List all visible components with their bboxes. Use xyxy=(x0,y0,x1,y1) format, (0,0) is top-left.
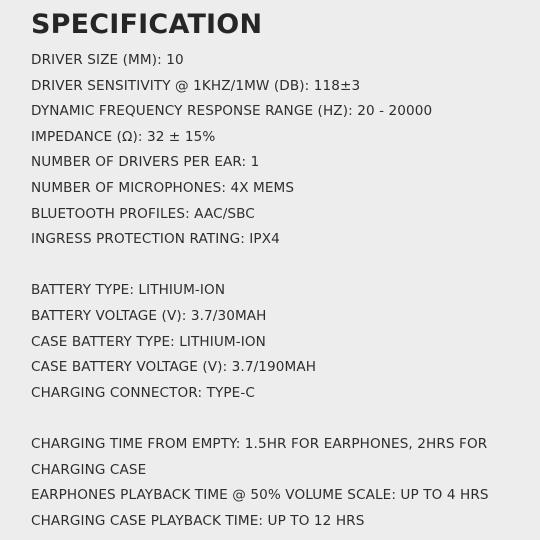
group-spacer xyxy=(31,406,531,432)
spec-charging-time: CHARGING TIME FROM EMPTY: 1.5HR FOR EARPHONES, 2HRS FOR CHARGING CASE xyxy=(31,435,488,478)
spec-microphones: NUMBER OF MICROPHONES: 4X MEMS xyxy=(31,179,295,196)
spec-ingress-protection: INGRESS PROTECTION RATING: IPX4 xyxy=(31,231,280,248)
group-spacer xyxy=(31,253,531,279)
spec-battery-type: BATTERY TYPE: LITHIUM-ION xyxy=(31,282,226,299)
spec-list xyxy=(31,48,531,534)
spec-charging-connector: CHARGING CONNECTOR: TYPE-C xyxy=(31,384,255,401)
spec-driver-sensitivity: DRIVER SENSITIVITY @ 1KHZ/1MW (DB): 118±3 xyxy=(31,77,361,94)
spec-bluetooth-profiles: BLUETOOTH PROFILES: AAC/SBC xyxy=(31,205,255,222)
spec-driver-size: DRIVER SIZE (MM): 10 xyxy=(31,52,184,68)
spec-frequency-response: DYNAMIC FREQUENCY RESPONSE RANGE (HZ): 20 - 20000 xyxy=(31,103,433,120)
page-title: SPECIFICATION xyxy=(31,9,263,40)
spec-case-battery-type: CASE BATTERY TYPE: LITHIUM-ION xyxy=(31,333,266,350)
spec-earphones-playback-time: EARPHONES PLAYBACK TIME @ 50% VOLUME SCALE: UP TO 4 HRS xyxy=(31,487,489,504)
spec-case-battery-voltage: CASE BATTERY VOLTAGE (V): 3.7/190MAH xyxy=(31,359,317,376)
spec-case-playback-time: CHARGING CASE PLAYBACK TIME: UP TO 12 HRS xyxy=(31,512,365,529)
spec-battery-voltage: BATTERY VOLTAGE (V): 3.7/30MAH xyxy=(31,307,267,324)
spec-impedance: IMPEDANCE (Ω): 32 ± 15% xyxy=(31,128,216,145)
spec-drivers-per-ear: NUMBER OF DRIVERS PER EAR: 1 xyxy=(31,154,260,171)
